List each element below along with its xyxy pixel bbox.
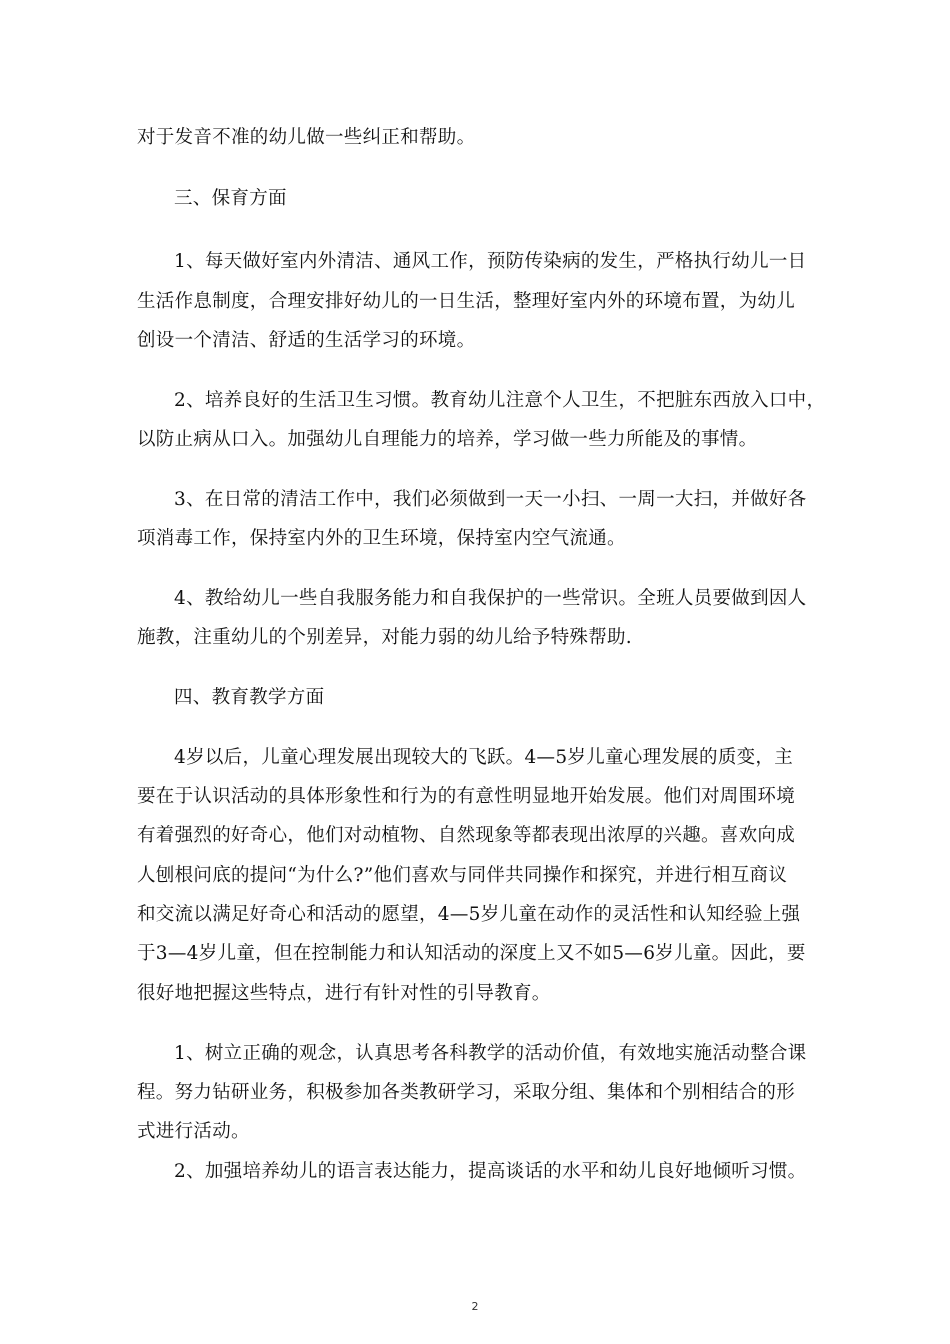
paragraph-line: 施教，注重幼儿的个别差异，对能力弱的幼儿给予特殊帮助.: [137, 627, 632, 648]
page-number: 2: [471, 1300, 479, 1313]
paragraph-line: 1、树立正确的观念，认真思考各科教学的活动价值，有效地实施活动整合课: [174, 1043, 807, 1064]
paragraph-line: 2、培养良好的生活卫生习惯。教育幼儿注意个人卫生，不把脏东西放入口中，: [174, 390, 826, 411]
paragraph-line: 4、教给幼儿一些自我服务能力和自我保护的一些常识。全班人员要做到因人: [174, 588, 807, 609]
paragraph-line: 3、在日常的清洁工作中，我们必须做到一天一小扫、一周一大扫，并做好各: [174, 489, 807, 510]
paragraph-line: 1、每天做好室内外清洁、通风工作，预防传染病的发生，严格执行幼儿一日: [174, 251, 807, 272]
paragraph-continuation-line: 对于发音不准的幼儿做一些纠正和帮助。: [137, 127, 476, 148]
paragraph-line: 很好地把握这些特点，进行有针对性的引导教育。: [137, 983, 551, 1004]
paragraph-line: 程。努力钻研业务，积极参加各类教研学习，采取分组、集体和个别相结合的形: [137, 1082, 796, 1103]
paragraph-line: 生活作息制度，合理安排好幼儿的一日生活，整理好室内外的环境布置，为幼儿: [137, 291, 796, 312]
paragraph-line: 有着强烈的好奇心，他们对动植物、自然现象等都表现出浓厚的兴趣。喜欢向成: [137, 825, 796, 846]
section-heading-education: 四、教育教学方面: [174, 687, 325, 708]
paragraph-line: 以防止病从口入。加强幼儿自理能力的培养，学习做一些力所能及的事情。: [137, 429, 758, 450]
paragraph-line: 和交流以满足好奇心和活动的愿望，4—5岁儿童在动作的灵活性和认知经验上强: [137, 904, 801, 925]
paragraph-line: 人刨根问底的提问“为什么?”他们喜欢与同伴共同操作和探究，并进行相互商议: [137, 865, 788, 886]
paragraph-line: 要在于认识活动的具体形象性和行为的有意性明显地开始发展。他们对周围环境: [137, 786, 796, 807]
section-heading-childcare: 三、保育方面: [174, 188, 287, 209]
paragraph-line: 4岁以后，儿童心理发展出现较大的飞跃。4—5岁儿童心理发展的质变，主: [174, 747, 794, 768]
paragraph-line: 创设一个清洁、舒适的生活学习的环境。: [137, 330, 476, 351]
paragraph-line: 2、加强培养幼儿的语言表达能力，提高谈话的水平和幼儿良好地倾听习惯。: [174, 1161, 807, 1182]
paragraph-line: 于3—4岁儿童，但在控制能力和认知活动的深度上又不如5—6岁儿童。因此，要: [137, 943, 806, 964]
paragraph-line: 项消毒工作，保持室内外的卫生环境，保持室内空气流通。: [137, 528, 626, 549]
paragraph-line: 式进行活动。: [137, 1121, 250, 1142]
